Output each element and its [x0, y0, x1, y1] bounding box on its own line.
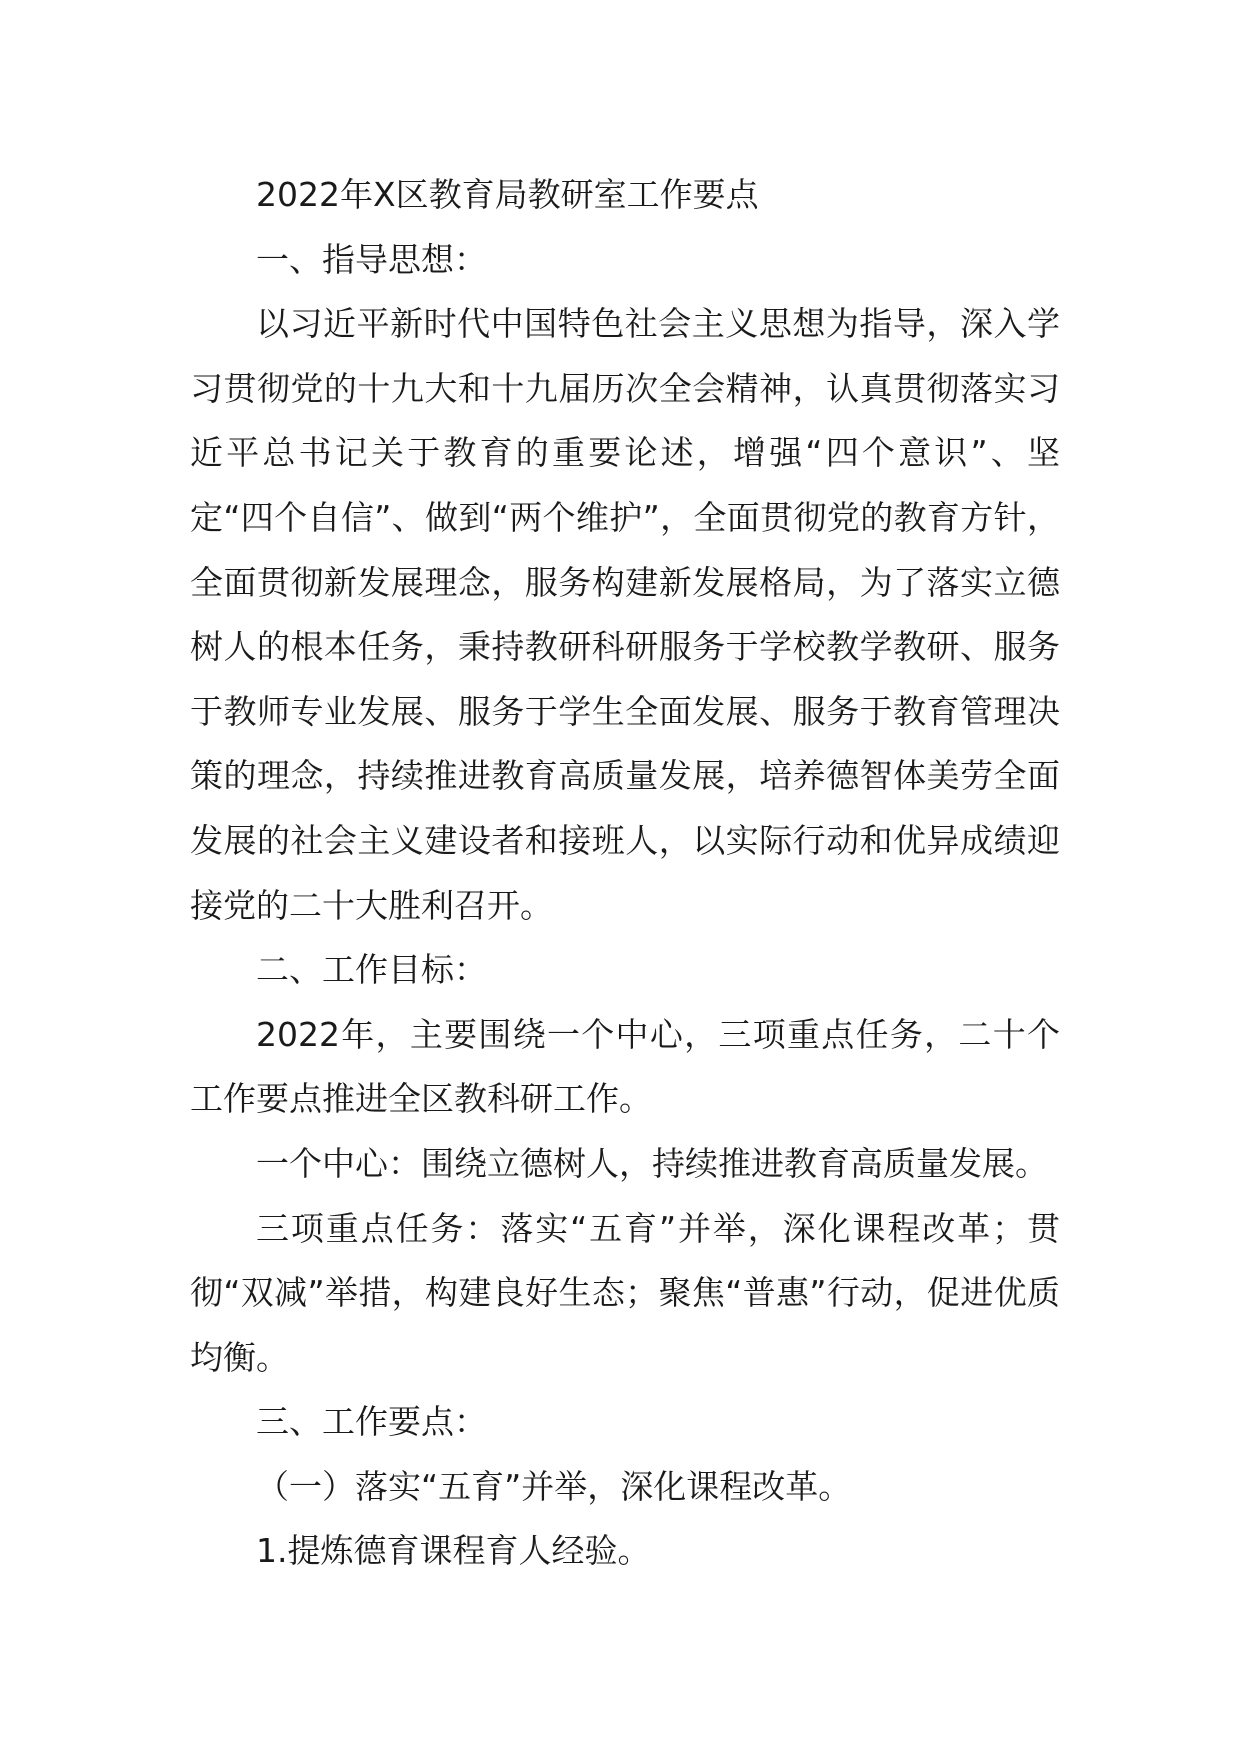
document-body	[190, 163, 1060, 1584]
three-key-tasks-paragraph: 三项重点任务：落实“五育”并举，深化课程改革；贯彻“双减”举措，构建良好生态；聚焦“普惠”行动，促进优质均衡。	[190, 1208, 1060, 1377]
work-point-item-1: 1.提炼德育课程育人经验。	[256, 1531, 651, 1571]
subsection-heading-1: （一）落实“五育”并举，深化课程改革。	[256, 1466, 852, 1506]
section-heading-guiding-ideology: 一、指导思想：	[256, 239, 487, 279]
guiding-ideology-paragraph: 以习近平新时代中国特色社会主义思想为指导，深入学习贯彻党的十九大和十九届历次全会精神，认真贯彻落实习近平总书记关于教育的重要论述，增强“四个意识”、坚定“四个自信”、做到“两个维护”，全面贯彻党的教育方针，全面贯彻新发展理念，服务构建新发展格局，为了落实立德树人的根本任务，秉持教研科研服务于学校教学教研、服务于教师专业发展、服务于学生全面发展、服务于教育管理决策的理念，持续推进教育高质量发展，培养德智体美劳全面发展的社会主义建设者和接班人，以实际行动和优异成绩迎接党的二十大胜利召开。	[190, 304, 1060, 925]
document-title: 2022年X区教育局教研室工作要点	[256, 175, 759, 214]
section-heading-work-points: 三、工作要点：	[256, 1402, 487, 1442]
work-goals-paragraph: 2022年，主要围绕一个中心，三项重点任务，二十个工作要点推进全区教科研工作。	[190, 1014, 1060, 1119]
section-heading-work-goals: 二、工作目标：	[256, 950, 487, 990]
one-center-paragraph: 一个中心：围绕立德树人，持续推进教育高质量发展。	[256, 1143, 1048, 1183]
